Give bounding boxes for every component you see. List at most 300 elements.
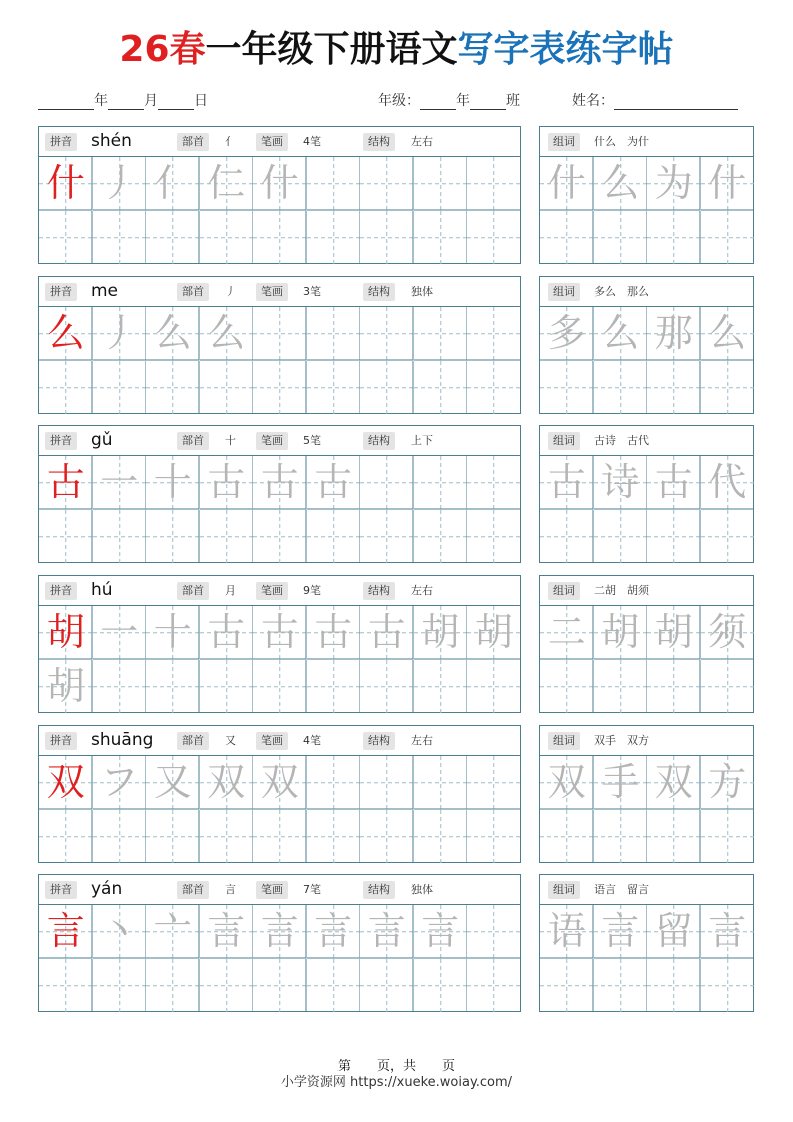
writing-cell[interactable] [39, 905, 93, 959]
word-writing-cell[interactable] [647, 606, 701, 660]
words-tag: 组词 [548, 732, 580, 750]
trace-character: 么 [153, 311, 192, 355]
writing-cell[interactable] [200, 211, 254, 265]
writing-cell[interactable] [360, 211, 414, 265]
writing-cell[interactable] [360, 606, 414, 660]
word-writing-cell[interactable] [540, 756, 594, 810]
word-trace-character: 什 [708, 161, 747, 205]
word-writing-cell[interactable] [647, 307, 701, 361]
writing-cell[interactable] [200, 307, 254, 361]
word-trace-character: 语 [547, 909, 586, 953]
trace-character: 古 [260, 460, 299, 504]
writing-cell[interactable] [200, 361, 254, 415]
words-header [540, 127, 753, 157]
word-trace-character: 么 [708, 311, 747, 355]
trace-character: 亻 [153, 161, 192, 205]
writing-cell[interactable] [146, 157, 200, 211]
words-header [540, 875, 753, 905]
writing-cell[interactable] [414, 157, 468, 211]
writing-cell[interactable] [467, 756, 521, 810]
pinyin-value: me [91, 281, 119, 301]
words-value: 古诗 古代 [594, 434, 649, 447]
trace-character: 亠 [153, 909, 192, 953]
trace-character: 丶 [100, 909, 139, 953]
word-trace-character: 须 [708, 610, 747, 654]
char-info-header [39, 426, 520, 456]
structure-tag: 结构 [363, 283, 395, 301]
trace-character: 又 [153, 760, 192, 804]
year-label: 年 [94, 93, 108, 109]
word-trace-character: 胡 [601, 610, 640, 654]
word-trace-character: 为 [654, 161, 693, 205]
writing-cell[interactable] [414, 660, 468, 714]
writing-cell[interactable] [93, 510, 147, 564]
writing-cell[interactable] [253, 959, 307, 1013]
trace-character: 古 [367, 610, 406, 654]
word-writing-cell[interactable] [647, 660, 701, 714]
structure-value: 独体 [411, 285, 433, 298]
writing-cell[interactable] [307, 157, 361, 211]
word-writing-cell[interactable] [540, 905, 594, 959]
strokes-tag: 笔画 [256, 432, 288, 450]
word-writing-cell[interactable] [701, 660, 755, 714]
trace-character: 胡 [474, 610, 513, 654]
word-writing-cell[interactable] [540, 456, 594, 510]
word-trace-character: 古 [654, 460, 693, 504]
trace-character: 丿 [100, 161, 139, 205]
word-trace-character: 胡 [654, 610, 693, 654]
writing-cell[interactable] [93, 905, 147, 959]
word-writing-cell[interactable] [594, 660, 648, 714]
writing-cell[interactable] [467, 606, 521, 660]
word-writing-cell[interactable] [540, 660, 594, 714]
word-writing-cell[interactable] [647, 756, 701, 810]
model-character: 言 [46, 909, 85, 953]
word-trace-character: 诗 [601, 460, 640, 504]
class-label: 班 [506, 93, 520, 109]
char-practice-panel [38, 425, 521, 563]
words-practice-panel [539, 575, 754, 713]
word-writing-cell[interactable] [594, 361, 648, 415]
trace-character: 古 [207, 460, 246, 504]
word-writing-cell[interactable] [594, 307, 648, 361]
word-writing-cell[interactable] [647, 361, 701, 415]
word-trace-character: 言 [601, 909, 640, 953]
writing-cell[interactable] [414, 361, 468, 415]
word-writing-cell[interactable] [701, 756, 755, 810]
writing-cell[interactable] [146, 456, 200, 510]
words-practice-panel [539, 725, 754, 863]
structure-value: 上下 [411, 434, 433, 447]
writing-cell[interactable] [307, 905, 361, 959]
writing-cell[interactable] [200, 959, 254, 1013]
words-value: 多么 那么 [594, 285, 649, 298]
writing-cell[interactable] [307, 959, 361, 1013]
writing-cell[interactable] [307, 756, 361, 810]
char-practice-panel [38, 575, 521, 713]
trace-character: 言 [207, 909, 246, 953]
word-writing-cell[interactable] [701, 157, 755, 211]
char-practice-panel [38, 276, 521, 414]
writing-cell[interactable] [253, 456, 307, 510]
pinyin-tag: 拼音 [45, 881, 77, 899]
trace-character: 古 [314, 610, 353, 654]
writing-cell[interactable] [253, 211, 307, 265]
pinyin-tag: 拼音 [45, 732, 77, 750]
word-writing-cell[interactable] [594, 756, 648, 810]
writing-cell[interactable] [414, 606, 468, 660]
radical-tag: 部首 [177, 133, 209, 151]
writing-cell[interactable] [93, 456, 147, 510]
structure-value: 独体 [411, 883, 433, 896]
words-value: 语言 留言 [594, 883, 649, 896]
words-header [540, 576, 753, 606]
word-writing-cell[interactable] [594, 606, 648, 660]
word-writing-cell[interactable] [701, 905, 755, 959]
word-writing-cell[interactable] [701, 307, 755, 361]
radical-tag: 部首 [177, 732, 209, 750]
word-trace-character: 么 [601, 311, 640, 355]
writing-cell[interactable] [467, 456, 521, 510]
writing-cell[interactable] [253, 810, 307, 864]
word-writing-cell[interactable] [594, 456, 648, 510]
writing-cell[interactable] [360, 810, 414, 864]
radical-value: 月 [225, 584, 236, 597]
writing-cell[interactable] [307, 307, 361, 361]
writing-cell[interactable] [414, 905, 468, 959]
word-trace-character: 么 [601, 161, 640, 205]
writing-cell[interactable] [253, 905, 307, 959]
writing-cell[interactable] [307, 510, 361, 564]
writing-cell[interactable] [93, 606, 147, 660]
words-tag: 组词 [548, 133, 580, 151]
writing-cell[interactable] [414, 810, 468, 864]
char-practice-panel [38, 725, 521, 863]
writing-cell[interactable] [146, 510, 200, 564]
trace-character: 什 [260, 161, 299, 205]
word-trace-character: 什 [547, 161, 586, 205]
writing-cell[interactable] [467, 211, 521, 265]
trace-character: 言 [367, 909, 406, 953]
writing-cell[interactable] [146, 810, 200, 864]
info-row [38, 90, 753, 112]
trace-character: 胡 [421, 610, 460, 654]
word-writing-cell[interactable] [594, 905, 648, 959]
words-value: 二胡 胡须 [594, 584, 649, 597]
word-writing-cell[interactable] [647, 810, 701, 864]
writing-cell[interactable] [200, 510, 254, 564]
grade-year-label: 年 [456, 93, 470, 109]
word-writing-cell[interactable] [647, 211, 701, 265]
word-trace-character: 留 [654, 909, 693, 953]
writing-cell[interactable] [146, 361, 200, 415]
word-writing-cell[interactable] [540, 211, 594, 265]
footer-site: 小学资源网 https://xueke.woiay.com/ [280, 1075, 513, 1090]
word-writing-cell[interactable] [594, 157, 648, 211]
writing-cell[interactable] [253, 510, 307, 564]
strokes-tag: 笔画 [256, 881, 288, 899]
structure-tag: 结构 [363, 732, 395, 750]
writing-cell[interactable] [39, 157, 93, 211]
writing-cell[interactable] [93, 810, 147, 864]
writing-cell[interactable] [467, 660, 521, 714]
pinyin-value: shén [91, 131, 132, 151]
char-info-header [39, 875, 520, 905]
title-part-subject: 写字表练字帖 [457, 29, 674, 70]
structure-tag: 结构 [363, 432, 395, 450]
writing-cell[interactable] [93, 361, 147, 415]
structure-value: 左右 [411, 135, 433, 148]
word-trace-character: 多 [547, 311, 586, 355]
writing-cell[interactable] [467, 157, 521, 211]
word-writing-cell[interactable] [540, 157, 594, 211]
words-tag: 组词 [548, 881, 580, 899]
strokes-value: 9笔 [303, 584, 321, 597]
writing-cell[interactable] [360, 307, 414, 361]
pinyin-tag: 拼音 [45, 582, 77, 600]
word-writing-cell[interactable] [701, 361, 755, 415]
word-trace-character: 手 [601, 760, 640, 804]
word-trace-character: 二 [547, 610, 586, 654]
writing-cell[interactable] [200, 157, 254, 211]
word-writing-cell[interactable] [540, 810, 594, 864]
trace-character: 十 [153, 610, 192, 654]
word-writing-cell[interactable] [701, 606, 755, 660]
trace-character: 言 [421, 909, 460, 953]
trace-character: 十 [153, 460, 192, 504]
trace-character: 丿 [100, 311, 139, 355]
radical-value: 丿 [225, 285, 236, 298]
word-trace-character: 双 [547, 760, 586, 804]
char-info-header [39, 127, 520, 157]
writing-cell[interactable] [253, 756, 307, 810]
radical-value: 亻 [225, 135, 236, 148]
words-practice-panel [539, 126, 754, 264]
strokes-tag: 笔画 [256, 732, 288, 750]
words-value: 什么 为什 [594, 135, 649, 148]
trace-character: 古 [260, 610, 299, 654]
writing-cell[interactable] [467, 959, 521, 1013]
words-tag: 组词 [548, 432, 580, 450]
trace-character: 古 [207, 610, 246, 654]
word-writing-cell[interactable] [540, 361, 594, 415]
writing-cell[interactable] [253, 361, 307, 415]
word-writing-cell[interactable] [701, 211, 755, 265]
writing-cell[interactable] [307, 361, 361, 415]
writing-cell[interactable] [307, 456, 361, 510]
trace-character: 双 [260, 760, 299, 804]
writing-cell[interactable] [39, 810, 93, 864]
radical-tag: 部首 [177, 582, 209, 600]
trace-character: 一 [100, 610, 139, 654]
writing-cell[interactable] [253, 157, 307, 211]
title-part-year: 26春 [119, 29, 206, 70]
writing-cell[interactable] [39, 510, 93, 564]
writing-cell[interactable] [200, 606, 254, 660]
writing-cell[interactable] [39, 361, 93, 415]
word-writing-cell[interactable] [594, 810, 648, 864]
writing-cell[interactable] [414, 959, 468, 1013]
word-writing-cell[interactable] [701, 959, 755, 1013]
trace-character: 双 [207, 760, 246, 804]
word-writing-cell[interactable] [701, 510, 755, 564]
writing-cell[interactable] [360, 361, 414, 415]
page-number: 第 页，共 页 [337, 1059, 455, 1074]
writing-cell[interactable] [467, 810, 521, 864]
writing-cell[interactable] [39, 307, 93, 361]
strokes-value: 4笔 [303, 135, 321, 148]
word-writing-cell[interactable] [594, 211, 648, 265]
word-writing-cell[interactable] [540, 606, 594, 660]
writing-cell[interactable] [200, 660, 254, 714]
writing-cell[interactable] [93, 660, 147, 714]
writing-cell[interactable] [467, 361, 521, 415]
words-tag: 组词 [548, 582, 580, 600]
pinyin-value: gǔ [91, 430, 113, 450]
name-label: 姓名： [572, 93, 614, 109]
date-field[interactable] [38, 90, 208, 110]
name-field[interactable] [572, 90, 738, 110]
char-info-header [39, 726, 520, 756]
day-label: 日 [194, 93, 208, 109]
writing-cell[interactable] [307, 606, 361, 660]
words-header [540, 426, 753, 456]
words-practice-panel [539, 276, 754, 414]
writing-cell[interactable] [39, 756, 93, 810]
writing-cell[interactable] [253, 307, 307, 361]
word-writing-cell[interactable] [647, 959, 701, 1013]
word-writing-cell[interactable] [647, 510, 701, 564]
radical-value: 又 [225, 734, 236, 747]
writing-cell[interactable] [360, 157, 414, 211]
strokes-value: 4笔 [303, 734, 321, 747]
pinyin-tag: 拼音 [45, 133, 77, 151]
grade-field[interactable] [378, 90, 520, 110]
month-label: 月 [144, 93, 158, 109]
writing-cell[interactable] [467, 510, 521, 564]
writing-cell[interactable] [253, 660, 307, 714]
word-writing-cell[interactable] [647, 157, 701, 211]
pinyin-value: hú [91, 580, 113, 600]
words-practice-panel [539, 874, 754, 1012]
structure-tag: 结构 [363, 133, 395, 151]
title-part-grade: 一年级下册语文 [205, 29, 458, 70]
writing-cell[interactable] [200, 905, 254, 959]
pinyin-value: yán [91, 879, 123, 899]
model-character: 古 [46, 460, 85, 504]
words-value: 双手 双方 [594, 734, 649, 747]
radical-value: 言 [225, 883, 236, 896]
radical-tag: 部首 [177, 283, 209, 301]
writing-cell[interactable] [146, 211, 200, 265]
writing-cell[interactable] [146, 660, 200, 714]
word-trace-character: 方 [708, 760, 747, 804]
writing-cell[interactable] [414, 211, 468, 265]
char-practice-panel [38, 874, 521, 1012]
trace-character: 仁 [207, 161, 246, 205]
word-writing-cell[interactable] [540, 510, 594, 564]
writing-cell[interactable] [414, 756, 468, 810]
writing-cell[interactable] [414, 510, 468, 564]
writing-cell[interactable] [414, 456, 468, 510]
char-info-header [39, 576, 520, 606]
model-character: 双 [46, 760, 85, 804]
writing-cell[interactable] [307, 660, 361, 714]
writing-cell[interactable] [360, 756, 414, 810]
structure-value: 左右 [411, 584, 433, 597]
writing-cell[interactable] [93, 756, 147, 810]
writing-cell[interactable] [146, 307, 200, 361]
writing-cell[interactable] [39, 660, 93, 714]
writing-cell[interactable] [200, 456, 254, 510]
words-header [540, 277, 753, 307]
writing-cell[interactable] [360, 959, 414, 1013]
writing-cell[interactable] [467, 307, 521, 361]
strokes-value: 7笔 [303, 883, 321, 896]
writing-cell[interactable] [360, 510, 414, 564]
word-trace-character: 古 [547, 460, 586, 504]
word-writing-cell[interactable] [594, 959, 648, 1013]
words-header [540, 726, 753, 756]
writing-cell[interactable] [39, 606, 93, 660]
word-writing-cell[interactable] [540, 959, 594, 1013]
structure-tag: 结构 [363, 582, 395, 600]
trace-character: 言 [260, 909, 299, 953]
writing-cell[interactable] [414, 307, 468, 361]
writing-cell[interactable] [39, 456, 93, 510]
writing-cell[interactable] [146, 905, 200, 959]
writing-cell[interactable] [253, 606, 307, 660]
word-writing-cell[interactable] [594, 510, 648, 564]
trace-character: 么 [207, 311, 246, 355]
word-writing-cell[interactable] [647, 905, 701, 959]
writing-cell[interactable] [467, 905, 521, 959]
writing-cell[interactable] [200, 756, 254, 810]
grade-label: 年级： [378, 93, 420, 109]
writing-cell[interactable] [360, 905, 414, 959]
writing-cell[interactable] [146, 756, 200, 810]
writing-cell[interactable] [93, 959, 147, 1013]
char-info-header [39, 277, 520, 307]
strokes-tag: 笔画 [256, 133, 288, 151]
word-trace-character: 双 [654, 760, 693, 804]
word-writing-cell[interactable] [701, 456, 755, 510]
writing-cell[interactable] [39, 211, 93, 265]
word-writing-cell[interactable] [701, 810, 755, 864]
words-tag: 组词 [548, 283, 580, 301]
writing-cell[interactable] [307, 211, 361, 265]
writing-cell[interactable] [39, 959, 93, 1013]
writing-cell[interactable] [307, 810, 361, 864]
writing-cell[interactable] [200, 810, 254, 864]
writing-cell[interactable] [93, 157, 147, 211]
word-writing-cell[interactable] [647, 456, 701, 510]
writing-cell[interactable] [93, 211, 147, 265]
word-trace-character: 那 [654, 311, 693, 355]
word-trace-character: 代 [708, 460, 747, 504]
structure-value: 左右 [411, 734, 433, 747]
writing-cell[interactable] [146, 959, 200, 1013]
structure-tag: 结构 [363, 881, 395, 899]
strokes-value: 5笔 [303, 434, 321, 447]
trace-character: フ [100, 760, 139, 804]
trace-character: 胡 [46, 663, 85, 708]
writing-cell[interactable] [360, 660, 414, 714]
writing-cell[interactable] [360, 456, 414, 510]
word-writing-cell[interactable] [540, 307, 594, 361]
writing-cell[interactable] [146, 606, 200, 660]
writing-cell[interactable] [93, 307, 147, 361]
